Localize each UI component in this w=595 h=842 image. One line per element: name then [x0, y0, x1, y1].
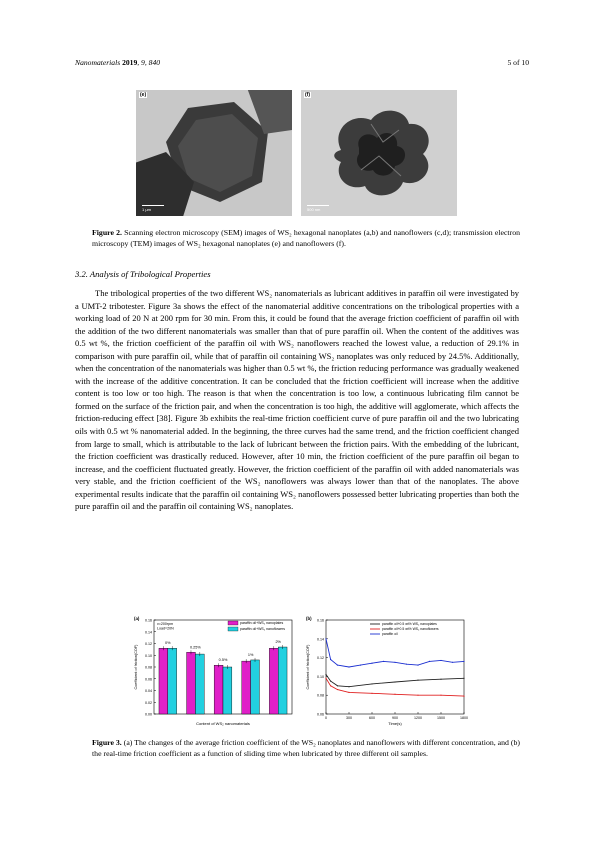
running-header-journal: Nanomaterials 2019, 9, 840	[75, 58, 161, 67]
y-axis-label: Coefficient of friction(COF)	[306, 644, 310, 690]
chart-bar-average-cof	[132, 614, 298, 728]
test-condition-text: Load=20N	[157, 626, 174, 631]
bar-category-label: 0%	[165, 641, 171, 646]
series-point	[325, 678, 326, 679]
series-point	[383, 661, 384, 662]
series-point	[463, 696, 464, 697]
y-tick-label: 0.06	[317, 712, 324, 717]
x-tick-label: 1500	[437, 716, 445, 720]
y-tick-label: 0.08	[145, 665, 152, 670]
legend-swatch	[228, 627, 238, 631]
panel-label-e: (e)	[140, 92, 147, 98]
y-tick-label: 0.00	[145, 712, 152, 717]
series-point	[440, 660, 441, 661]
series-point	[325, 674, 326, 675]
y-tick-label: 0.08	[317, 693, 324, 698]
legend-label: paraffin oil+0.5 wt% WS₂ nanoplates	[382, 622, 437, 626]
series-point	[325, 638, 326, 639]
panel-label-a: (a)	[134, 616, 140, 621]
series-point	[371, 663, 372, 664]
panel-label-b: (b)	[306, 616, 312, 621]
series-point	[394, 662, 395, 663]
bar-category-label: 2%	[275, 640, 281, 645]
y-tick-label: 0.02	[145, 700, 152, 705]
y-tick-label: 0.16	[317, 618, 324, 623]
bar-category-label: 0.5%	[218, 658, 228, 663]
x-axis-label: Time(s)	[388, 721, 402, 726]
x-tick-label: 1200	[414, 716, 422, 720]
series-point	[452, 662, 453, 663]
bar	[242, 661, 251, 714]
series-point	[394, 694, 395, 695]
series-point	[330, 659, 331, 660]
body-paragraph	[75, 287, 519, 513]
y-tick-label: 0.14	[145, 630, 152, 635]
bar	[195, 654, 204, 714]
bar-category-label: 1%	[247, 652, 254, 657]
bar	[159, 648, 168, 714]
tem-image-nanoplates	[136, 90, 292, 216]
series-point	[360, 665, 361, 666]
bar	[251, 660, 260, 714]
legend-label: paraffin oil	[382, 632, 398, 636]
bar	[278, 647, 287, 714]
legend-label: paraffin oil+WS₂ nanoflowers	[240, 627, 285, 631]
x-tick-label: 1800	[460, 716, 468, 720]
bar	[187, 652, 196, 714]
y-tick-label: 0.16	[145, 618, 152, 623]
series-point	[417, 680, 418, 681]
y-axis-label: Coefficient of friction(COF)	[134, 644, 138, 690]
scale-bar-f: 500 nm	[307, 205, 329, 212]
y-tick-label: 0.06	[145, 677, 152, 682]
figure-3-caption-text: (a) The changes of the average friction coefficient of the WS₂ nanoplates and nanoflowers with different concentration, and (b) the real-time friction coefficient as a function of sliding time when lubricated by three different oil samples.	[92, 738, 520, 758]
series-point	[440, 679, 441, 680]
series-point	[337, 689, 338, 690]
legend-label: paraffin oil+WS₂ nanoplates	[240, 621, 284, 625]
x-tick-label: 900	[392, 716, 398, 720]
figure-2-caption	[92, 228, 520, 250]
chart-line-realtime-cof	[304, 614, 470, 728]
x-tick-label: 300	[346, 716, 352, 720]
series-point	[394, 681, 395, 682]
scale-bar-e: 1 μm	[142, 205, 164, 212]
tem-image-nanoflowers	[301, 90, 457, 216]
page-number: 5 of 10	[507, 58, 529, 67]
y-tick-label: 0.14	[317, 637, 324, 642]
series-point	[348, 692, 349, 693]
series-point	[348, 666, 349, 667]
y-tick-label: 0.12	[145, 642, 152, 646]
x-tick-label: 600	[369, 716, 375, 720]
y-tick-label: 0.10	[145, 653, 152, 658]
series-point	[337, 665, 338, 666]
figure-3-caption	[92, 738, 520, 760]
bar	[223, 667, 232, 714]
panel-label-f: (f)	[305, 92, 310, 98]
bar	[269, 648, 278, 714]
figure-2-label: Figure 2.	[92, 228, 122, 237]
bar-category-label: 0.25%	[190, 645, 201, 650]
bar	[168, 648, 177, 714]
series-point	[348, 686, 349, 687]
legend-swatch	[228, 621, 238, 625]
series-point	[463, 678, 464, 679]
y-tick-label: 0.12	[317, 656, 324, 661]
x-tick-label: 0	[325, 716, 327, 720]
series-point	[330, 681, 331, 682]
figure-2-caption-text: Scanning electron microscopy (SEM) images of WS₂ hexagonal nanoplates (a,b) and nanoflowers (c,d); transmission electron microscopy (TEM) images of WS₂ hexagonal nanoplates (e) and nanoflowers (f).	[92, 228, 520, 248]
series-point	[330, 685, 331, 686]
section-heading: 3.2. Analysis of Tribological Properties	[75, 269, 211, 279]
series-point	[337, 685, 338, 686]
y-tick-label: 0.10	[317, 674, 324, 679]
y-tick-label: 0.04	[145, 689, 152, 693]
series-point	[406, 664, 407, 665]
series-point	[371, 693, 372, 694]
series-point	[417, 665, 418, 666]
series-point	[429, 661, 430, 662]
figure-3-label: Figure 3.	[92, 738, 122, 747]
series-point	[440, 695, 441, 696]
series-point	[463, 661, 464, 662]
series-line	[326, 675, 464, 687]
body-paragraph-text: The tribological properties of the two different WS₂ nanomaterials as lubricant additives in paraffin oil were investigated by a UMT-2 tribotester. Figure 3a shows the effect of the nanomaterial additive concentrations on the tribological properties with a working load of 20 N at 200 rpm for 30 min. From this, it could be found that the average friction coefficient of paraffin oil with the addition of the two different nanomaterials was smaller than that of pure paraffin oil. When the content of the additives was 0.5 wt %, the friction coefficient of the paraffin oil with WS₂ nanoflowers reached the lowest value, a reduction of 29.1% in comparison with pure paraffin oil, while that of paraffin oil containing WS₂ nanoplates was only reduced by 24.5%. Additionally, when the concentration of the nanomaterials was higher than 0.5 wt %, the friction reducing performance was gradually weakened with the increase of the additive concentration. It can be concluded that the friction coefficient will increase when the additive content is too low or too high. The reason is that when the concentration is too low, a continuous lubricating film cannot be formed on the surface of the friction pair, and when the concentration is too high, the additive will agglomerate, which affects the friction-reducing effect [38]. Figure 3b exhibits the real-time friction coefficient curve of pure paraffin oil and the two lubricating oils with 0.5 wt % nanomaterial added. In the beginning, the three curves had the same trend, and the friction coefficient changed from large to small, which is attributable to the lack of lubricant between the friction pairs. With the embedding of the lubricant, the friction coefficient was drastically reduced. However, after 10 min, the friction coefficient of the pure paraffin oil began to increase, and the coefficient fluctuated greatly. However, the friction coefficient of the paraffin oil with added nanomaterials was very stable, and the friction coefficient of the WS₂ nanoflowers was always lower than that of the nanoplates. The above experimental results indicate that the paraffin oil containing WS₂ nanoflowers possessed better lubricating properties than both the pure paraffin oil and the paraffin oil containing WS₂ nanoplates.	[75, 288, 519, 512]
legend-label: paraffin oil+0.5 wt% WS₂ nanoflowers	[382, 627, 439, 631]
x-axis-label: Content of WS₂ nanomaterials	[196, 721, 250, 726]
bar	[214, 665, 223, 714]
series-point	[417, 695, 418, 696]
series-point	[371, 683, 372, 684]
test-condition-text: v=200rpm	[157, 622, 174, 626]
series-line	[326, 678, 464, 696]
